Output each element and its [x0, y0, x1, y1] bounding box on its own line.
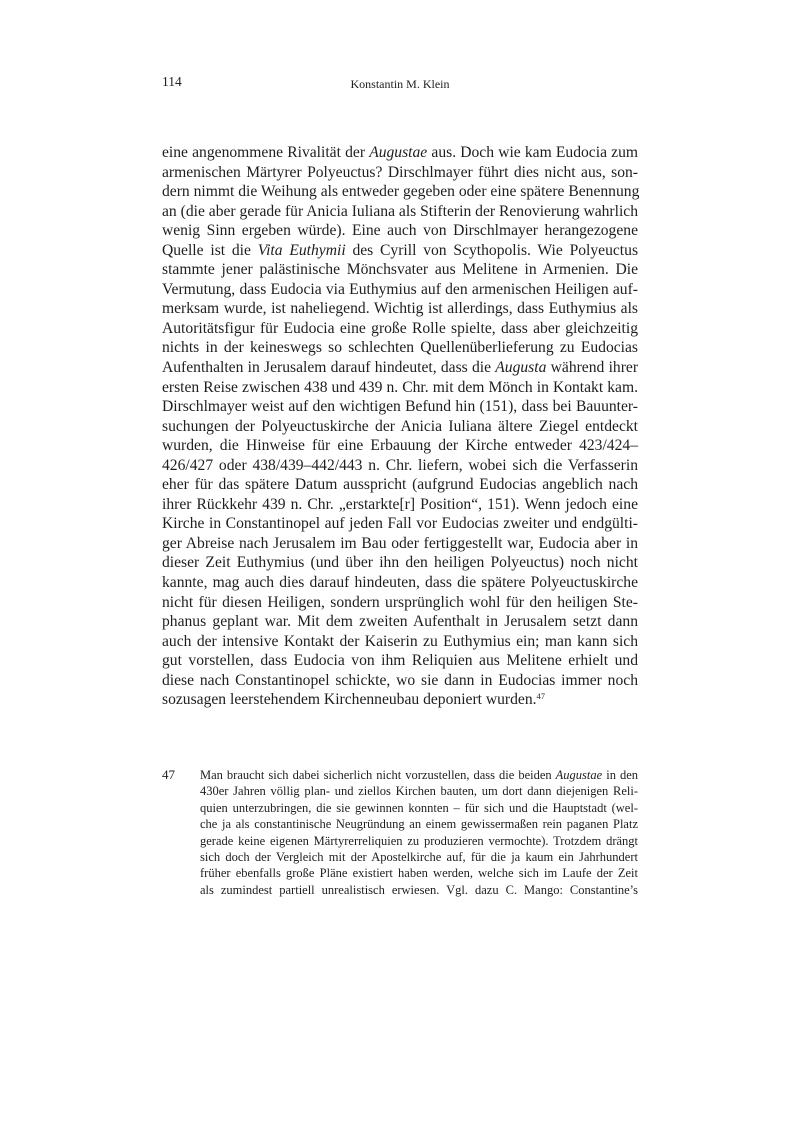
text-line: wenig Sinn ergeben würde). Eine auch von Dirschlmayer herangezogene	[162, 222, 638, 240]
text-line: an (die aber gerade für Anicia Iuliana als Stifterin der Renovierung wahrlich	[162, 202, 638, 220]
text-line: 426/427 oder 438/439–442/443 n. Chr. liefern, wobei sich die Verfasserin	[162, 456, 638, 474]
text-line: dern nimmt die Weihung als entweder gegeben oder eine spätere Benennung	[162, 183, 640, 201]
text-line: nicht für diesen Heiligen, sondern ursprünglich wohl für den heiligen Ste-	[162, 593, 638, 611]
italic-term: Augustae	[369, 144, 428, 161]
text-line: stammte jener palästinische Mönchsvater aus Melitene in Armenien. Die	[162, 261, 638, 279]
text-line: kannte, mag auch dies darauf hindeuten, dass die spätere Polyeuctuskirche	[162, 574, 638, 592]
text-line: Autoritätsfigur für Eudocia eine große Rolle spielte, dass aber gleichzeitig	[162, 319, 638, 337]
text-line: Dirschlmayer weist auf den wichtigen Befund hin (151), dass bei Bauunter-	[162, 398, 638, 416]
text-line: Vermutung, dass Eudocia via Euthymius auf den armenischen Heiligen auf-	[162, 280, 638, 298]
text-line: wurden, die Hinweise für eine Erbauung der Kirche entweder 423/424–	[162, 437, 638, 455]
italic-term: Augustae	[555, 768, 603, 782]
text-line: phanus geplant war. Mit dem zweiten Aufenthalt in Jerusalem setzt dann	[162, 613, 638, 631]
text-line: als zumindest partiell unrealistisch erwiesen. Vgl. dazu C. Mango: Constantine’s	[200, 882, 638, 897]
italic-term: Augusta	[495, 359, 547, 377]
page-number: 114	[162, 74, 182, 89]
body-text	[162, 143, 638, 710]
text-line: dieser Zeit Euthymius (und über ihn den heiligen Polyeuctus) noch nicht	[162, 554, 638, 572]
text-line: suchungen der Polyeuctuskirche der Anicia Iuliana ältere Ziegel entdeckt	[162, 417, 638, 435]
footnote-reference[interactable]: 47	[536, 691, 546, 702]
footnote-text	[200, 767, 638, 898]
text-line: armenischen Märtyrer Polyeuctus? Dirschlmayer führt dies nicht aus, son-	[162, 163, 638, 181]
running-head	[162, 72, 638, 92]
text-line: auch der intensive Kontakt der Kaiserin zu Euthymius ein; man kann sich	[162, 632, 638, 650]
text-line: 430er Jahren völlig plan- und ziellos Kirchen bauten, um dort dann diejenigen Reli-	[200, 784, 638, 799]
text-line: ger Abreise nach Jerusalem im Bau oder fertiggestellt war, Eudocia aber in	[162, 534, 638, 552]
text-line: che ja als constantinische Neugründung an einem gewissermaßen rein paganen Platz	[200, 817, 638, 832]
text-line: Quelle ist die Vita Euthymii des Cyrill von Scythopolis. Wie Polyeuctus	[162, 241, 639, 259]
text-line: gut vorstellen, dass Eudocia von ihm Reliquien aus Melitene erhielt und	[162, 652, 638, 670]
text-line: eher für das spätere Datum ausspricht (aufgrund Eudocias angeblich nach	[162, 476, 638, 494]
footnotes	[162, 767, 638, 898]
running-head-author: Konstantin M. Klein	[350, 77, 450, 91]
text-line: sozusagen leerstehendem Kirchenneubau deponiert wurden.$^{47}$	[162, 691, 546, 709]
footnote-number: 47	[162, 767, 175, 782]
text-line: gerade keine eigenen Märtyrerreliquien zu produzieren vermochte). Trotzdem drängt	[200, 833, 638, 848]
text-line: ihrer Rückkehr 439 n. Chr. „erstarkte[r] Position“, 151). Wenn jedoch eine	[162, 495, 638, 513]
text-line: ersten Reise zwischen 438 und 439 n. Chr. mit dem Mönch in Kontakt kam.	[162, 378, 638, 396]
text-line: Man braucht sich dabei sicherlich nicht vorzustellen, dass die beiden Augustae in den	[200, 768, 639, 782]
text-line: quien unterzubringen, die sie gewinnen konnten – für sich und die Hauptstadt (wel-	[200, 800, 638, 815]
text-line: nichts in der keineswegs so schlechten Quellenüberlieferung zu Eudocias	[162, 339, 638, 357]
text-line: früher ebenfalls große Pläne existiert haben werden, welche sich im Laufe der Zeit	[200, 866, 638, 881]
footnote	[162, 767, 638, 898]
text-line: Kirche in Constantinopel auf jeden Fall vor Eudocias zweiter und endgülti-	[162, 515, 638, 533]
text-line: sich doch der Vergleich mit der Apostelkirche auf, für die ja kaum ein Jahrhundert	[200, 849, 638, 864]
text-line: merksam wurde, ist naheliegend. Wichtig ist allerdings, dass Euthymius als	[162, 300, 638, 318]
italic-term: Vita Euthymii	[257, 241, 346, 259]
text-line: diese nach Constantinopel schickte, wo sie dann in Eudocias immer noch	[162, 671, 638, 689]
text-line: eine angenommene Rivalität der Augustae aus. Doch wie kam Eudocia zum	[162, 144, 638, 161]
text-line: Aufenthalten in Jerusalem darauf hindeutet, dass die Augusta während ihrer	[162, 359, 639, 377]
